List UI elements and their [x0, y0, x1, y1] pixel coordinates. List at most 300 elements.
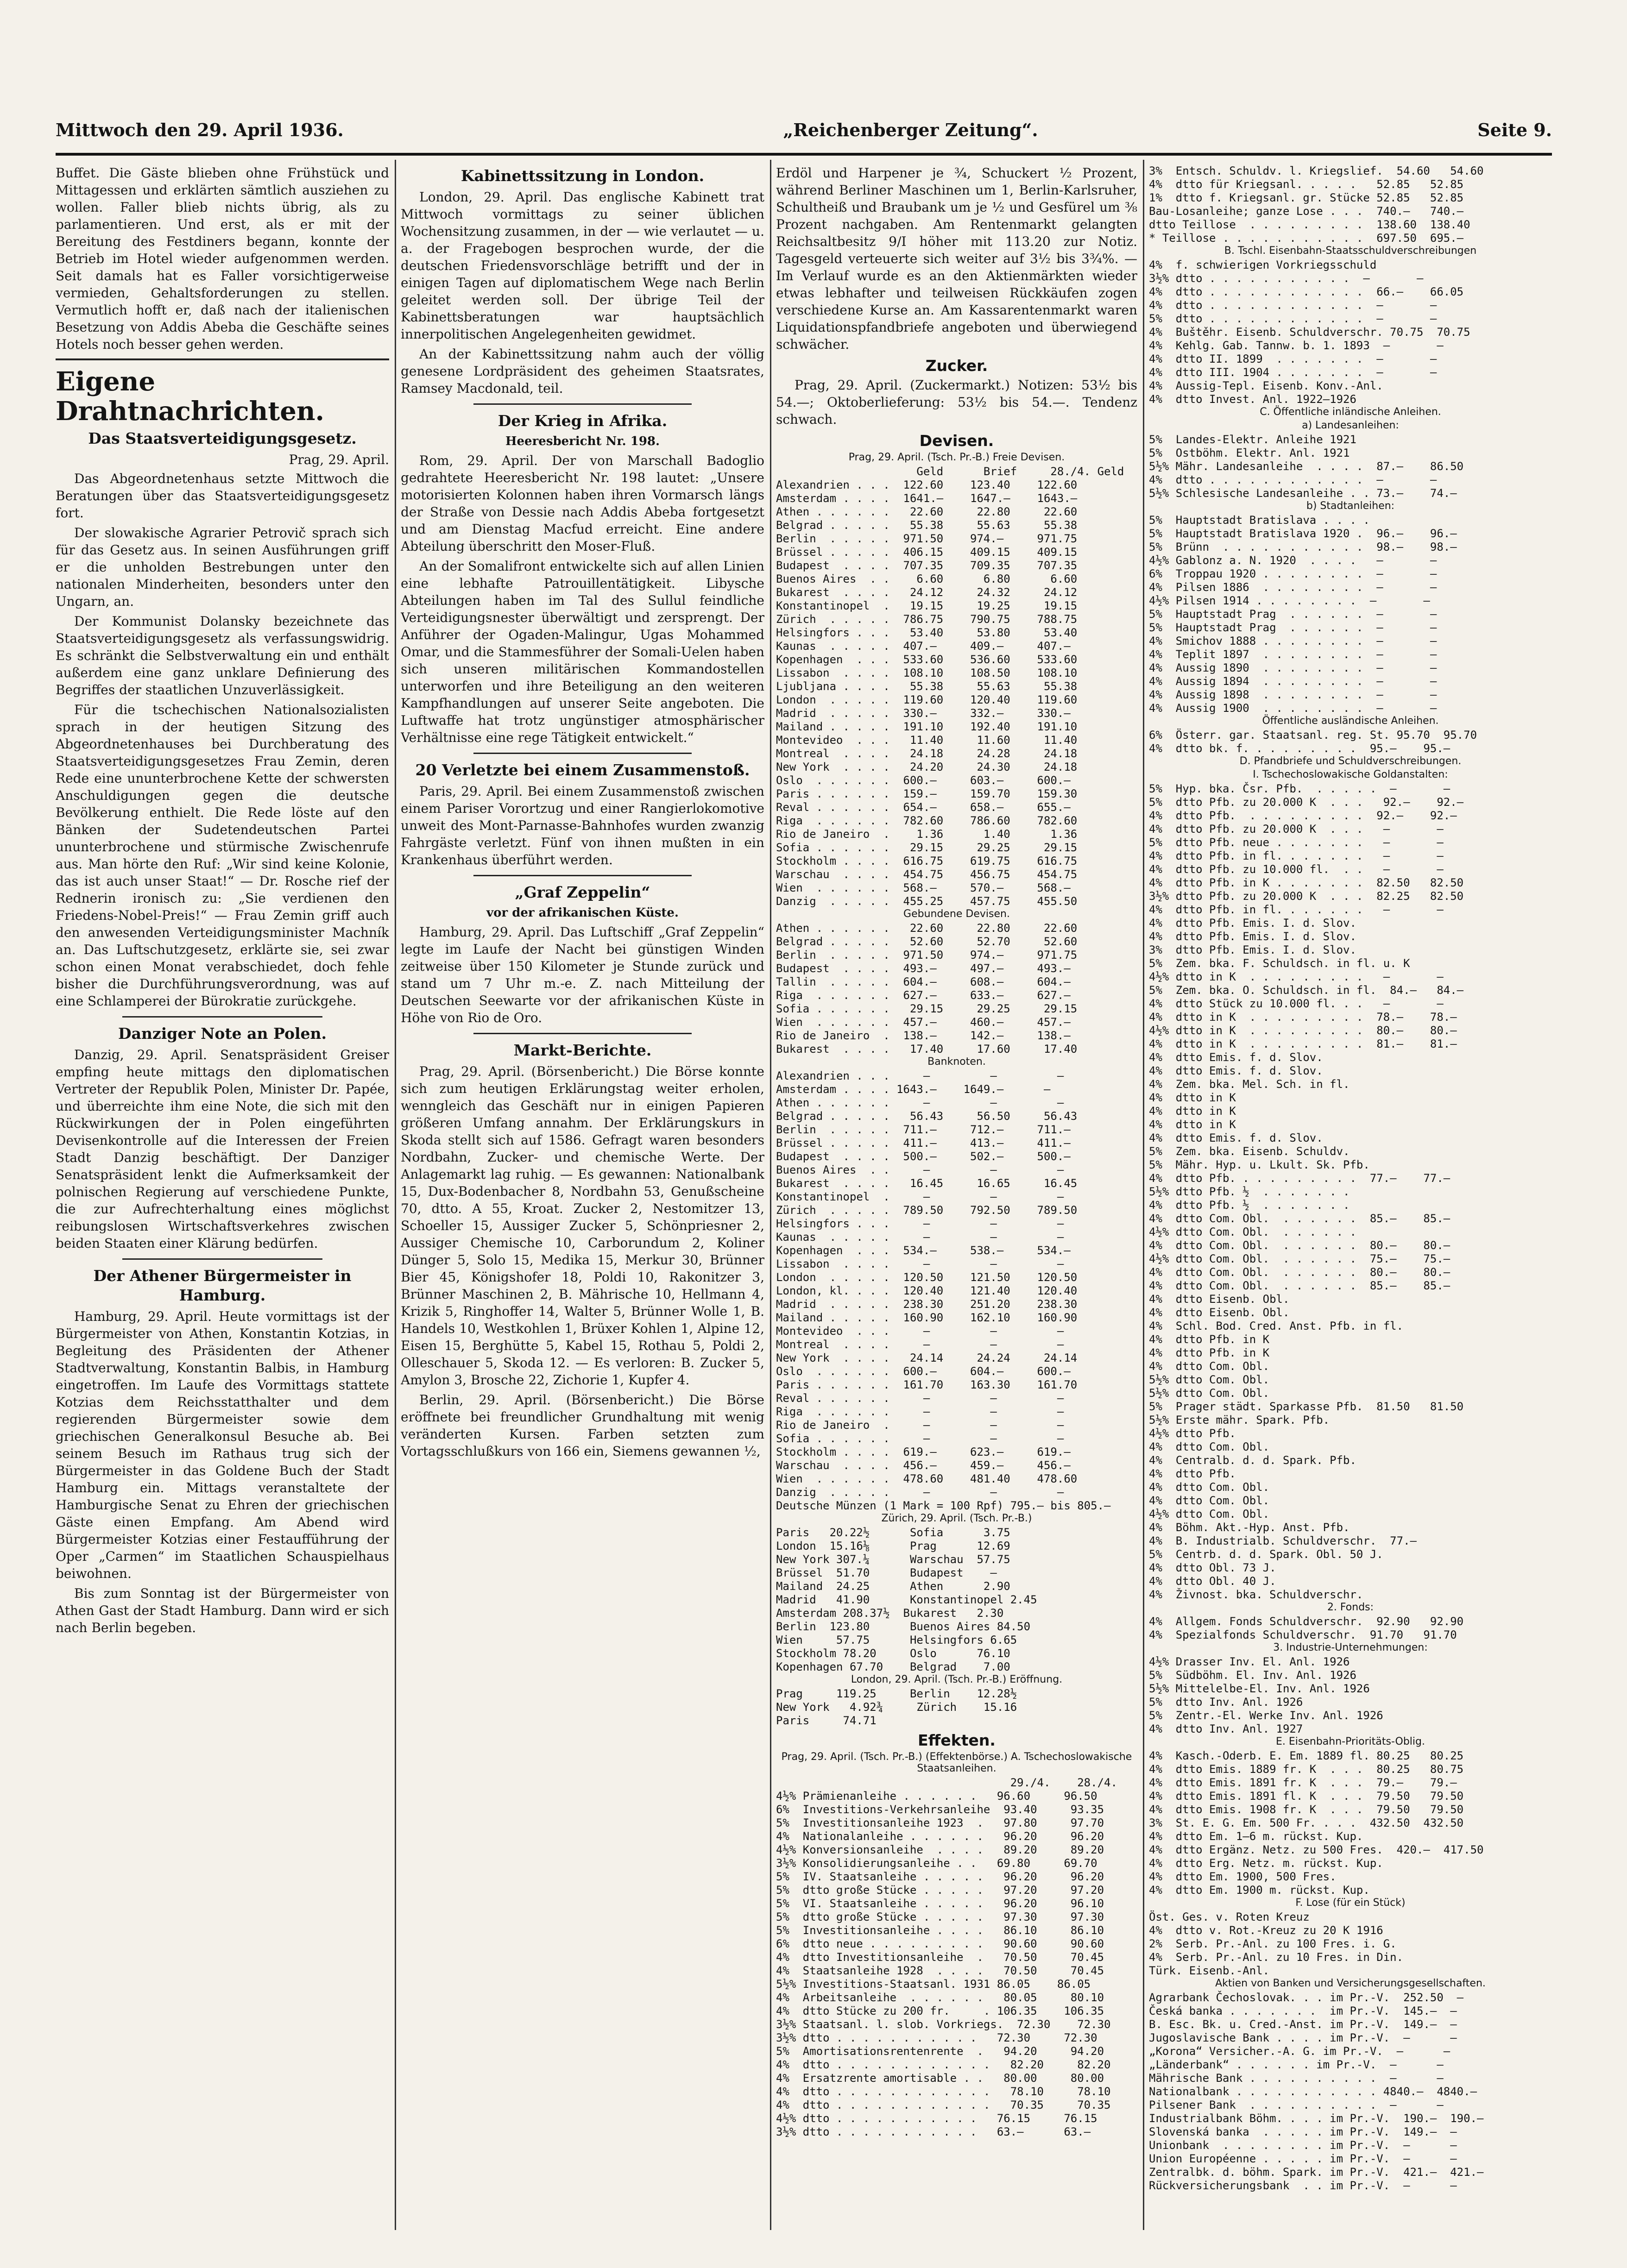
market-subheading: Prag, 29. April. (Tsch. Pr.-B.) Freie Devisen. [848, 452, 1065, 463]
table-row: 6% Österr. gar. Staatsanl. reg. St. 95.70 95.70 [1149, 729, 1477, 741]
table-row: 5% Investitionsanleihe . . . . 86.10 86.10 [776, 1924, 1104, 1937]
table-row: 4% dtto Stück zu 10.000 fl. . . — — [1149, 997, 1444, 1010]
table-row: Amsterdam . . . . 1643.— 1649.— — [776, 1083, 1051, 1096]
table-row: 4% Aussig 1898 . . . . . . . . — — [1149, 688, 1437, 701]
article-paragraph: Für die tschechischen Nationalsozialisten sprach in der heutigen Sitzung des Abgeordnetenhauses bei Durchberatung des Staatsverteidigungsgesetzes Frau Zemin, deren Rede eine ununterbrochene Kette der schwersten Anschuldigungen gegen die deutsche Bevölkerung enthielt. Die Rede löste auf den Bänken der Sudetendeutschen Partei ununterbrochene und stürmische Zwischenrufe aus. Man hörte den Ruf: „Wir sind keine Kolonie, das ist auch unser Staat!“ — Dr. Rosche rief der Rednerin ironisch zu: „Sie verdienen den Friedens-Nobel-Preis!“ — Frau Zemin griff auch den anwesenden Verteidigungsminister Machník an. Das Luftschutzgesetz, erklärte sie, sei zwar schon einen Monat verabschiedet, doch fehle bisher die Durchführungsverordnung, was auf eine Schlamperei der Bürokratie zurückgehe. [56, 702, 389, 1009]
table-row: Kaunas . . . . . — — — [776, 1231, 1064, 1244]
article-title: Der Athener Bürgermeister in Hamburg. [93, 1267, 352, 1304]
table-row: 6% Investitions-Verkehrsanleihe 93.40 93.35 [776, 1803, 1104, 1816]
table-row: 4% Staatsanleihe 1928 . . . . 70.50 70.45 [776, 1964, 1104, 1977]
bond-section-heading: a) Landesanleihen: [1302, 420, 1399, 431]
table-row: 5% Zem. bka. F. Schuldsch. in fl. u. K [1149, 957, 1410, 970]
table-row: London . . . . . 119.60 120.40 119.60 [776, 693, 1078, 706]
market-subheading: Prag, 29. April. (Tsch. Pr.-B.) (Effektenbörse.) A. Tschechoslowakische Staatsanleihen. [781, 1751, 1132, 1774]
table-row: 4% Aussig 1900 . . . . . . . . — — [1149, 702, 1437, 715]
table-row: Berlin . . . . . 971.50 974.— 971.75 [776, 532, 1078, 545]
article-paragraph: Erdöl und Harpener je ¾, Schuckert ½ Prozent, während Berliner Maschinen um 1, Berlin-Karlsruher, Schultheiß und Braubank um je ½ und Gesfürel um ⅜ Prozent nachgaben. Am Rentenmarkt gelangten Reichsaltbesitz 9/I höher mit 113.20 zur Notiz. Tagesgeld verteuerte sich weiter auf 3½ bis 3¾%. — Im Verlauf wurde es an den Aktienmärkten wieder etwas lebhafter und teilweisen Rückkäufen zogen verschiedene Kurse an. Am Kassarentenmarkt waren Liquidationspfandbriefe angeboten und überwiegend schwächer. [776, 165, 1137, 352]
table-row: Wien . . . . . . 478.60 481.40 478.60 [776, 1472, 1078, 1485]
table-row: 4% Teplit 1897 . . . . . . . . — — [1149, 648, 1437, 661]
table-row: Riga . . . . . . 782.60 786.60 782.60 [776, 814, 1078, 827]
table-row: 4½% Drasser Inv. El. Anl. 1926 [1149, 1655, 1350, 1668]
article-paragraph: Rom, 29. April. Der von Marschall Badoglio gedrahtete Heeresbericht Nr. 198 lautet: „Unsere motorisierten Kolonnen haben ihren Vormarsch längs der Straße von Dessie nach Addis Abeba fortgesetzt und am Dienstag Macfud erreicht. Eine andere Abteilung überschritt den Moser-Fluß. [401, 453, 764, 554]
table-row: Mailand . . . . . 160.90 162.10 160.90 [776, 1311, 1078, 1324]
table-row: 4% Aussig-Tepl. Eisenb. Konv.-Anl. [1149, 379, 1383, 392]
table-row: 4½% dtto in K . . . . . . . . . — — [1149, 970, 1444, 983]
table-row: Budapest . . . . 500.— 502.— 500.— [776, 1150, 1071, 1163]
table-row: 5% Brünn . . . . . . . . . . . 98.— 98.— [1149, 540, 1457, 553]
table-row: Wien . . . . . . 457.— 460.— 457.— [776, 1016, 1071, 1029]
table-row: 6% Troppau 1920 . . . . . . . . — — [1149, 567, 1437, 580]
table-row: Slovenská banka . . . . . im Pr.-V. 149.— — [1149, 2125, 1457, 2138]
table-row: Buenos Aires . . 6.60 6.80 6.60 [776, 572, 1078, 585]
table-row: New York 307.¼ Warschau 57.75 [776, 1553, 1010, 1566]
table-row: Konstantinopel . — — — [776, 1190, 1064, 1203]
table-row: 4% B. Industrialb. Schuldverschr. 77.— [1149, 1534, 1417, 1547]
table-row: 5½% Investitions-Staatsanl. 1931 86.05 86.05 [776, 1978, 1091, 1991]
table-row: Reval . . . . . . — — — [776, 1392, 1064, 1405]
table-row: Pilsener Bank . . . . . . . . . . — — [1149, 2098, 1444, 2111]
article-divider [122, 1258, 322, 1260]
table-row: 4% Böhm. Akt.-Hyp. Anst. Pfb. [1149, 1521, 1350, 1534]
column-2 [401, 164, 764, 2230]
table-row: 4% dtto Invest. Anl. 1922—1926 [1149, 393, 1356, 406]
table-row: 4% dtto Obl. 73 J. [1149, 1561, 1276, 1574]
table-row: Zentralbk. d. böhm. Spark. im Pr.-V. 421.— 421.— [1149, 2166, 1484, 2179]
bond-table [1149, 1655, 1552, 1736]
table-row: Rio de Janeiro . 1.36 1.40 1.36 [776, 828, 1078, 841]
bond-section-heading: C. Öffentliche inländische Anleihen. [1260, 406, 1441, 418]
table-row: 4% dtto Pfb. . . . . . . . . . 92.— 92.— [1149, 809, 1457, 822]
table-row: 5½% dtto Com. Obl. [1149, 1387, 1270, 1400]
table-row: Lissabon . . . . 108.10 108.50 108.10 [776, 666, 1078, 679]
table-row: 4% dtto Pfb. ½ . . . . . . . [1149, 1199, 1350, 1212]
table-row: 4% dtto Emis. 1908 fr. K . . . 79.50 79.50 [1149, 1803, 1464, 1816]
article-title: Markt-Berichte. [513, 1041, 652, 1059]
table-row: Montreal . . . . 24.18 24.28 24.18 [776, 747, 1078, 760]
table-row: Jugoslavische Bank . . . . im Pr.-V. — — [1149, 2031, 1457, 2044]
table-row: Wien . . . . . . 568.— 570.— 568.— [776, 881, 1071, 894]
table-row: 4% dtto Com. Obl. . . . . . . 85.— 85.— [1149, 1212, 1450, 1225]
table-row: 4½% dtto in K . . . . . . . . . 80.— 80.— [1149, 1024, 1457, 1037]
table-row: Zürich . . . . . 786.75 790.75 788.75 [776, 613, 1078, 626]
table-row: Montevideo . . . — — — [776, 1325, 1064, 1338]
table-row: 4% dtto Em. 1900 m. rückst. Kup. [1149, 1884, 1370, 1897]
table-row: Nationalbank . . . . . . . . . . . 4840.— 4840.— [1149, 2085, 1477, 2098]
article-title: Der Krieg in Afrika. [498, 412, 668, 430]
masthead-rule [56, 153, 1552, 156]
table-row: 4½% dtto Com. Obl. [1149, 1508, 1270, 1520]
table-row: 5% Zem. bka. O. Schuldsch. in fl. 84.— 84.— [1149, 984, 1464, 997]
table-row: Mailand 24.25 Athen 2.90 [776, 1580, 1010, 1593]
table-row: 4% Kehlg. Gab. Tannw. b. 1. 1893 — — [1149, 339, 1444, 352]
table-row: 4½% dtto . . . . . . . . . . . 76.15 76.15 [776, 2112, 1097, 2125]
table-row: 4% Centralb. d. d. Spark. Pfb. [1149, 1454, 1356, 1467]
article-subtitle: Heeresbericht Nr. 198. [505, 434, 660, 448]
table-row: 4% dtto Em. 1900, 500 Fres. [1149, 1870, 1337, 1883]
table-row: 4% Smichov 1888 . . . . . . . . — — [1149, 635, 1437, 647]
table-row: Alexandrien . . . 122.60 123.40 122.60 [776, 478, 1078, 491]
table-row: 5% Investitionsanleihe 1923 . 97.80 97.70 [776, 1816, 1104, 1829]
table-row: Sofia . . . . . . 29.15 29.25 29.15 [776, 1002, 1078, 1015]
table-row: 4% dtto . . . . . . . . . . . . 78.10 78.10 [776, 2085, 1111, 2098]
table-row: Bukarest . . . . 24.12 24.32 24.12 [776, 586, 1078, 599]
table-row: 4% dtto Com. Obl. . . . . . . 85.— 85.— [1149, 1279, 1450, 1292]
table-row: Budapest . . . . 493.— 497.— 493.— [776, 962, 1071, 975]
table-row: Madrid . . . . . 330.— 332.— 330.— [776, 707, 1071, 720]
table-row: 3½% dtto . . . . . . . . . . . 72.30 72.30 [776, 2031, 1097, 2044]
table-row: Athen . . . . . . — — — [776, 1096, 1064, 1109]
table-row: Montreal . . . . — — — [776, 1338, 1064, 1351]
article-divider [122, 1016, 322, 1018]
table-row: 3½% Staatsanl. l. slob. Vorkriegs. 72.30 72.30 [776, 2018, 1111, 2031]
table-row: Athen . . . . . . 22.60 22.80 22.60 [776, 505, 1078, 518]
table-row: 3% dtto Pfb. Emis. I. d. Slov. [1149, 943, 1356, 956]
table-row: 3½% dtto . . . . . . . . . . . 63.— 63.— [776, 2125, 1091, 2138]
market-subheading: Gebundene Devisen. [903, 908, 1010, 920]
market-heading: Devisen. [919, 432, 994, 450]
table-row: 4% dtto . . . . . . . . . . . . — — [1149, 299, 1437, 312]
column-3 [776, 164, 1137, 2230]
table-row: 5% IV. Staatsanleihe . . . . . 96.20 96.20 [776, 1870, 1104, 1883]
table-row: Belgrad . . . . . 55.38 55.63 55.38 [776, 519, 1078, 532]
table-row: Mährische Bank . . . . . . . . . . — — [1149, 2072, 1444, 2085]
table-row: Alexandrien . . . — — — [776, 1069, 1064, 1082]
table-row: 4% dtto Emis. f. d. Slov. [1149, 1064, 1323, 1077]
table-row: Bau-Losanleihe; ganze Lose . . . 740.— 740.— [1149, 205, 1464, 218]
table-row: 4% dtto Pfb. in K [1149, 1346, 1270, 1359]
table-row: Athen . . . . . . 22.60 22.80 22.60 [776, 922, 1078, 935]
table-row: 4% Pilsen 1886 . . . . . . . . — — [1149, 581, 1437, 594]
article-divider [473, 403, 692, 405]
table-row: 4% Schl. Bod. Cred. Anst. Pfb. in fl. [1149, 1319, 1404, 1332]
table-row: Wien 57.75 Helsingfors 6.65 [776, 1633, 1017, 1646]
table-row: 5% Hauptstadt Bratislava 1920 . 96.— 96.— [1149, 527, 1457, 540]
bond-section-heading: b) Stadtanleihen: [1306, 500, 1395, 512]
article-paragraph: London, 29. April. Das englische Kabinett trat Mittwoch vormittags zu seiner üblichen Wochensitzung zusammen, in der — wie verlautet — u. a. der Fragebogen besprochen wurde, der die deutschen Friedensvorschläge betrifft und der in einigen Tagen auf diplomatischem Wege nach Berlin geleitet werden soll. Der übrige Teil der Kabinettsberatungen war hauptsächlich innerpolitischen Angelegenheiten gewidmet. [401, 189, 764, 342]
masthead-page-number: Seite 9. [1477, 119, 1552, 140]
table-row: 4% dtto in K [1149, 1105, 1236, 1118]
column-1 [56, 164, 389, 2230]
table-row: 4% dtto Pfb. . . . . . . . . . 77.— 77.— [1149, 1172, 1450, 1185]
table-row: Brüssel . . . . . 406.15 409.15 409.15 [776, 546, 1078, 559]
table-row: 3½% Konsolidierungsanleihe . . 69.80 69.70 [776, 1857, 1097, 1870]
table-row: Stockholm . . . . 616.75 619.75 616.75 [776, 854, 1078, 867]
table-row: 4% dtto Com. Obl. [1149, 1494, 1270, 1507]
table-row: Tallin . . . . . 604.— 608.— 604.— [776, 975, 1071, 988]
article-title: Danziger Note an Polen. [118, 1024, 327, 1043]
banknoten-table [776, 1069, 1137, 1499]
article-paragraph: Hamburg, 29. April. Das Luftschiff „Graf Zeppelin“ legte im Laufe der Nacht bei günstigen Winden zeitweise über 150 Kilometer je Stunde zurück und stand um 7 Uhr m.-e. Z. nach Mitteilung der Deutschen Seewarte vor der afrikanischen Küste in Höhe von Rio de Oro. [401, 924, 764, 1025]
table-row: 4% dtto Pfb. zu 20.000 K . . . — — [1149, 823, 1444, 836]
table-row: Oslo . . . . . . 600.— 603.— 600.— [776, 774, 1071, 787]
table-row: London, kl. . . . 120.40 121.40 120.40 [776, 1284, 1078, 1297]
table-row: 4% dtto Inv. Anl. 1927 [1149, 1722, 1303, 1735]
table-row: 4% dtto Pfb. Emis. I. d. Slov. [1149, 930, 1356, 943]
table-row: Konstantinopel . 19.15 19.25 19.15 [776, 599, 1078, 612]
table-row: 4% dtto Pfb. zu 10.000 fl. . . — — [1149, 863, 1444, 876]
table-row: Warschau . . . . 456.— 459.— 456.— [776, 1459, 1071, 1472]
table-row: 4% dtto für Kriegsanl. . . . . 52.85 52.85 [1149, 178, 1464, 191]
table-row: Ljubljana . . . . 55.38 55.63 55.38 [776, 680, 1078, 693]
table-row: 4% dtto Com. Obl. [1149, 1440, 1270, 1453]
article-title: Kabinettssitzung in London. [460, 167, 705, 185]
table-row: Reval . . . . . . 654.— 658.— 655.— [776, 801, 1071, 814]
table-row: 5% Hauptstadt Prag . . . . . . — — [1149, 608, 1437, 621]
table-row: 4% dtto Pfb. Emis. I. d. Slov. [1149, 917, 1356, 930]
table-row: 5% Südböhm. El. Inv. Anl. 1926 [1149, 1669, 1356, 1682]
table-row: Oslo . . . . . . 600.— 604.— 600.— [776, 1365, 1071, 1378]
article-paragraph: Berlin, 29. April. (Börsenbericht.) Die Börse eröffnete bei freundlicher Grundhaltung mit wenig veränderten Kursen. Farben setzten zum Vortagsschlußkurs von 166 ein, Siemens gewannen ½, [401, 1392, 764, 1459]
table-row: Madrid . . . . . 238.30 251.20 238.30 [776, 1298, 1078, 1311]
table-row: 5½% dtto Com. Obl. [1149, 1373, 1270, 1386]
table-row: 5½% Mähr. Landesanleihe . . . . 87.— 86.50 [1149, 460, 1464, 473]
market-table-header: 29./4. 28./4. [776, 1776, 1117, 1789]
table-row: 4% dtto II. 1899 . . . . . . . — — [1149, 352, 1437, 365]
masthead [56, 111, 1552, 148]
table-row: 4% Allgem. Fonds Schuldverschr. 92.90 92.90 [1149, 1615, 1464, 1628]
article-divider [473, 1033, 692, 1034]
bond-section-heading: F. Lose (für ein Stück) [1295, 1897, 1406, 1909]
table-row: 5% Hyp. bka. Čsr. Pfb. . . . . . — — [1149, 782, 1450, 795]
table-row: 4% Aussig 1890 . . . . . . . . — — [1149, 661, 1437, 674]
table-row: Mailand . . . . . 191.10 192.40 191.10 [776, 720, 1078, 733]
table-row: 4% Serb. Pr.-Anl. zu 10 Fres. in Din. [1149, 1951, 1404, 1964]
table-row: 4% Zem. bka. Mel. Sch. in fl. [1149, 1078, 1350, 1091]
table-row: 4% dtto . . . . . . . . . . . . 66.— 66.05 [1149, 285, 1464, 298]
table-row: 4% dtto Stücke zu 200 fr. . 106.35 106.35 [776, 2004, 1104, 2017]
market-heading: Zucker. [925, 357, 988, 375]
table-row: Madrid 41.90 Konstantinopel 2.45 [776, 1593, 1037, 1606]
section-divider [56, 358, 389, 360]
table-row: 5% Ostböhm. Elektr. Anl. 1921 [1149, 446, 1350, 459]
masthead-title: „Reichenberger Zeitung“. [783, 119, 1038, 140]
bond-section-heading: I. Tschechoslowakische Goldanstalten: [1253, 769, 1448, 780]
table-row: 6% dtto neue . . . . . . . . . 90.60 90.60 [776, 1937, 1104, 1950]
masthead-date: Mittwoch den 29. April 1936. [56, 119, 344, 140]
devisen-table [776, 478, 1137, 908]
table-row: Paris 20.22½ Sofia 3.75 [776, 1526, 1010, 1539]
table-row: Lissabon . . . . — — — [776, 1257, 1064, 1270]
article-title: „Graf Zeppelin“ [515, 883, 650, 901]
table-row: 5% dtto Pfb. neue . . . . . . . — — [1149, 836, 1444, 849]
table-row: 4½% dtto Pfb. [1149, 1427, 1236, 1440]
effekten-table [776, 1790, 1137, 2139]
bond-section-heading: D. Pfandbriefe und Schuldverschreibungen. [1239, 755, 1462, 767]
market-heading: Effekten. [918, 1731, 996, 1749]
table-row: Kopenhagen . . . 533.60 536.60 533.60 [776, 653, 1078, 666]
market-subheading: Banknoten. [927, 1056, 986, 1068]
table-row: London . . . . . 120.50 121.50 120.50 [776, 1271, 1078, 1284]
market-subheading: Zürich, 29. April. (Tsch. Pr.-B.) [881, 1513, 1032, 1524]
table-row: Brüssel 51.70 Budapest — [776, 1566, 997, 1579]
table-row: 4% dtto Erg. Netz. m. rückst. Kup. [1149, 1857, 1383, 1870]
article-paragraph: Paris, 29. April. Bei einem Zusammenstoß zwischen einem Pariser Vorortzug und einer Rangierlokomotive unweit des Mont-Parnasse-Bahnhofes wurden zwanzig Fahrgäste verletzt. Fünf von ihnen mußten in ein Krankenhaus überführt werden. [401, 784, 764, 867]
article-title: 20 Verletzte bei einem Zusammenstoß. [415, 761, 750, 779]
bond-section-heading: Öffentliche ausländische Anleihen. [1262, 715, 1439, 727]
table-row: 5½% Schlesische Landesanleihe . . 73.— 74.— [1149, 487, 1457, 500]
bond-section-heading: Aktien von Banken und Versicherungsgesellschaften. [1215, 1978, 1486, 1989]
article-paragraph: Der Kommunist Dolansky bezeichnete das Staatsverteidigungsgesetz als verfassungswidrig. Es schränkt die Selbstverwaltung ein und enthält außerdem eine ganz unklare Definierung des Begriffes der staatlichen Unzuverlässigkeit. [56, 614, 389, 697]
column-rule [1143, 160, 1144, 2230]
gebundene-devisen-table [776, 922, 1137, 1056]
table-row: 5% dtto große Stücke . . . . . 97.20 97.20 [776, 1884, 1104, 1897]
bond-table [1149, 1615, 1552, 1642]
table-row: Paris . . . . . . 159.— 159.70 159.30 [776, 787, 1078, 800]
table-row: Buenos Aires . . — — — [776, 1163, 1064, 1176]
table-row: Budapest . . . . 707.35 709.35 707.35 [776, 559, 1078, 572]
table-row: Unionbank . . . . . . . . im Pr.-V. — — [1149, 2139, 1457, 2152]
table-row: Industrialbank Böhm. . . . im Pr.-V. 190.— 190.— [1149, 2112, 1484, 2125]
table-row: 4% dtto Com. Obl. [1149, 1360, 1270, 1373]
table-row: Amsterdam 208.37½ Bukarest 2.30 [776, 1607, 1004, 1620]
table-row: 4% dtto Pfb. in K . . . . . . . 82.50 82.50 [1149, 876, 1464, 889]
table-row: 4% dtto Emis. 1889 fr. K . . . 80.25 80.75 [1149, 1763, 1464, 1776]
article-paragraph: Prag, 29. April. (Zuckermarkt.) Notizen: 53½ bis 54.—; Oktoberlieferung: 53½ bis 54.—. Tendenz schwach. [776, 377, 1137, 427]
table-row: 4% dtto Com. Obl. [1149, 1481, 1270, 1494]
table-row: Stockholm 78.20 Oslo 76.10 [776, 1647, 1010, 1660]
table-row: 3½% dtto Pfb. zu 20.000 K . . . 82.25 82.50 [1149, 890, 1464, 903]
table-row: 4% dtto Emis. 1891 fr. K . . . 79.— 79.— [1149, 1776, 1457, 1789]
table-row: 1% dtto f. Kriegsanl. gr. Stücke 52.85 52.85 [1149, 191, 1464, 204]
table-row: 3% St. E. G. Em. 500 Fr. . . . 432.50 432.50 [1149, 1816, 1464, 1829]
article-paragraph: Prag, 29. April. (Börsenbericht.) Die Börse konnte sich zum heutigen Erklärungstag weiter erholen, wenngleich das Geschäft nur in einigen Papieren größeren Umfang annahm. Der Erklärungskurs in Skoda stellt sich auf 1586. Gefragt waren besonders Nordbahn, Zucker- und chemische Werte. Der Anlagemarkt lag ruhig. — Es gewannen: Nationalbank 15, Dux-Bodenbacher 8, Nordbahn 53, Genußscheine 70, dtto. A 55, Kroat. Zucker 2, Nestomitzer 13, Schoeller 15, Aussiger Zucker 5, Schönpriesner 2, Aussiger Chemische 10, Carborundum 2, Koliner Dünger 5, Solo 15, Medika 15, Merkur 30, Brünner Bier 45, Königshofer 18, Poldi 10, Rakonitzer 3, Brünner Maschinen 2, B. Mährische 10, Hellmann 4, Krizik 5, Ringhoffer 14, Walter 5, Brünner Wolle 1, B. Handels 10, Westkohlen 1, Brüxer Kohlen 1, Alpine 12, Eisen 15, Berghütte 5, Kabel 15, Rothau 5, Poldi 2, Olleschauer 5, Skoda 12. — Es verloren: B. Zucker 5, Amylon 3, Brosche 22, Zichorie 1, Kupfer 4. [401, 1064, 764, 1388]
article-paragraph: An der Somalifront entwickelte sich auf allen Linien eine lebhafte Patrouillentätigkeit. Libysche Abteilungen haben im Tal des Sullul feindliche Verteidigungsnester überwältigt und zersprengt. Der Anführer der Ogaden-Malingur, Ugas Mohammed Omar, und die Stammesführer der Somali-Uelen haben sich unseren militärischen Kommandostellen unterworfen und ihre Beteiligung an den weiteren Kampfhandlungen auf unserer Seite angeboten. Die Luftwaffe hat trotz ungünstiger atmosphärischer Verhältnisse eine rege Tätigkeit entwickelt.“ [401, 559, 764, 745]
table-row: 4% dtto Pfb. in fl. . . . . . . — — [1149, 903, 1444, 916]
table-row: 5½% Mittelelbe-El. Inv. Anl. 1926 [1149, 1682, 1370, 1695]
table-row: Rio de Janeiro . 138.— 142.— 138.— [776, 1029, 1071, 1042]
table-row: Amsterdam . . . . 1641.— 1647.— 1643.— [776, 492, 1078, 505]
bond-table [1149, 514, 1552, 715]
table-row: 5% Landes-Elektr. Anleihe 1921 [1149, 433, 1356, 446]
table-row: 4½% Prämienanleihe . . . . . . 96.60 96.50 [776, 1790, 1097, 1803]
table-row: 5% Prager städt. Sparkasse Pfb. 81.50 81.50 [1149, 1400, 1464, 1413]
article-divider [473, 875, 692, 876]
table-row: 5% Zem. bka. Eisenb. Schuldv. [1149, 1145, 1350, 1158]
table-row: 5% dtto Inv. Anl. 1926 [1149, 1696, 1303, 1709]
bond-table [1149, 782, 1552, 1602]
table-row: Kopenhagen 67.70 Belgrad 7.00 [776, 1660, 1010, 1673]
article-paragraph: Der slowakische Agrarier Petrovič sprach sich für das Gesetz aus. In seinen Ausführungen griff er die unholden Bestrebungen unter den nationalen Minderheiten, besonders unter den Ungarn, an. [56, 525, 389, 609]
table-row: 4% dtto Com. Obl. . . . . . . 80.— 80.— [1149, 1239, 1450, 1252]
table-row: Kaunas . . . . . 407.— 409.— 407.— [776, 640, 1071, 653]
table-row: 3½% dtto . . . . . . . . . . . — — [1149, 272, 1424, 285]
table-row: 5% dtto . . . . . . . . . . . . — — [1149, 312, 1437, 325]
bond-section-heading: E. Eisenbahn-Prioritäts-Oblig. [1276, 1736, 1425, 1747]
table-row: Berlin . . . . . 971.50 974.— 971.75 [776, 949, 1078, 961]
table-row: 4% dtto v. Rot.-Kreuz zu 20 K 1916 [1149, 1924, 1383, 1937]
table-row: 4% Aussig 1894 . . . . . . . . — — [1149, 675, 1437, 688]
column-rule [770, 160, 771, 2230]
table-row: 5% dtto Pfb. zu 20.000 K . . . 92.— 92.— [1149, 796, 1464, 809]
table-row: Paris . . . . . . 161.70 163.30 161.70 [776, 1378, 1078, 1391]
table-row: 5% Hauptstadt Prag . . . . . . — — [1149, 621, 1437, 634]
table-row: Česká banka . . . . . . . im Pr.-V. 145.— — [1149, 2004, 1457, 2017]
table-row: 4% dtto in K . . . . . . . . . 78.— 78.— [1149, 1011, 1457, 1024]
table-row: 4% Kasch.-Oderb. E. Em. 1889 fl. 80.25 80.25 [1149, 1749, 1464, 1762]
table-row: 4% dtto in K [1149, 1118, 1236, 1131]
table-row: Sofia . . . . . . — — — [776, 1432, 1064, 1445]
table-row: * Teillose . . . . . . . . . . . 697.50 695.— [1149, 232, 1464, 245]
bond-table [1149, 729, 1552, 755]
table-row: 4% dtto Emis. 1891 fl. K . . . 79.50 79.50 [1149, 1790, 1464, 1803]
table-row: Riga . . . . . . — — — [776, 1405, 1064, 1418]
table-row: Stockholm . . . . 619.— 623.— 619.— [776, 1445, 1071, 1458]
article-paragraph: Bis zum Sonntag ist der Bürgermeister von Athen Gast der Stadt Hamburg. Dann wird er sich nach Berlin begeben. [56, 1586, 389, 1635]
table-row: Brüssel . . . . . 411.— 413.— 411.— [776, 1137, 1071, 1150]
article-paragraph: An der Kabinettssitzung nahm auch der völlig genesene Lordpräsident des geheimen Staatsrates, Ramsey Macdonald, teil. [401, 346, 764, 396]
article-paragraph: Das Abgeordnetenhaus setzte Mittwoch die Beratungen über das Staatsverteidigungsgesetz fort. [56, 471, 389, 521]
table-row: 5% Amortisationsrentenrente . 94.20 94.20 [776, 2045, 1104, 2058]
table-row: 4% dtto Investitionsanleihe . 70.50 70.45 [776, 1951, 1104, 1964]
table-row: 4% dtto Ergänz. Netz. zu 500 Fres. 420.— 417.50 [1149, 1843, 1484, 1856]
table-row: Öst. Ges. v. Roten Kreuz [1149, 1910, 1310, 1923]
table-row: Bukarest . . . . 16.45 16.65 16.45 [776, 1177, 1078, 1190]
table-row: Agrarbank Čechoslovak. . . im Pr.-V. 252.50 — [1149, 1991, 1464, 2004]
table-row: 3% Entsch. Schuldv. l. Kriegslief. 54.60 54.60 [1149, 164, 1484, 177]
column-rule [395, 160, 396, 2230]
table-row: Helsingfors . . . — — — [776, 1217, 1064, 1230]
table-row: 5% dtto große Stücke . . . . . 97.30 97.30 [776, 1910, 1104, 1923]
table-row: Warschau . . . . 454.75 456.75 454.75 [776, 868, 1078, 881]
table-row: Paris 74.71 [776, 1714, 877, 1727]
bond-table [1149, 1749, 1552, 1897]
table-row: Prag 119.25 Berlin 12.28½ [776, 1687, 1017, 1700]
table-row: 5% Centrb. d. d. Spark. Obl. 50 J. [1149, 1548, 1383, 1561]
table-row: 4½% Konversionsanleihe . . . . 89.20 89.20 [776, 1843, 1104, 1856]
bond-table [1149, 433, 1552, 500]
market-subheading: London, 29. April. (Tsch. Pr.-B.) Eröffnung. [851, 1674, 1063, 1685]
market-note: Deutsche Münzen (1 Mark = 100 Rpf) 795.— bis 805.— [776, 1499, 1111, 1512]
table-row: 4% dtto Obl. 40 J. [1149, 1575, 1276, 1588]
table-row: 4% dtto in K . . . . . . . . . 81.— 81.— [1149, 1037, 1457, 1050]
table-row: 4% Spezialfonds Schuldverschr. 91.70 91.70 [1149, 1628, 1457, 1641]
table-row: Zürich . . . . . 789.50 792.50 789.50 [776, 1204, 1078, 1217]
table-row: 4% f. schwierigen Vorkriegsschuld [1149, 258, 1377, 271]
table-row: Sofia . . . . . . 29.15 29.25 29.15 [776, 841, 1078, 854]
bond-table [1149, 164, 1552, 245]
table-row: Belgrad . . . . . 56.43 56.50 56.43 [776, 1110, 1078, 1123]
table-row: „Länderbank“ . . . . . . im Pr.-V. — — [1149, 2058, 1444, 2071]
table-row: 4% dtto Em. 1—6 m. rückst. Kup. [1149, 1830, 1363, 1843]
table-row: New York 4.92¾ Zürich 15.16 [776, 1701, 1017, 1714]
article-dateline: Prag, 29. April. [289, 452, 389, 467]
table-row: New York . . . . 24.20 24.30 24.18 [776, 760, 1078, 773]
column-4 [1149, 164, 1552, 2230]
bond-table [1149, 258, 1552, 406]
table-row: Danzig . . . . . — — — [776, 1486, 1064, 1499]
table-row: 4% Ersatzrente amortisable . . 80.00 80.00 [776, 2072, 1104, 2085]
table-row: 4% dtto . . . . . . . . . . . . 70.35 70.35 [776, 2098, 1111, 2111]
table-row: 4% dtto Pfb. in fl. . . . . . . — — [1149, 849, 1444, 862]
table-row: 4% Živnost. bka. Schuldverschr. [1149, 1588, 1363, 1601]
table-row: London 15.16⅛ Prag 12.69 [776, 1539, 1010, 1552]
table-row: 4% dtto Com. Obl. . . . . . . 80.— 80.— [1149, 1266, 1450, 1279]
table-row: Kopenhagen . . . 534.— 538.— 534.— [776, 1244, 1071, 1257]
table-row: 4% dtto . . . . . . . . . . . . — — [1149, 473, 1437, 486]
table-row: Belgrad . . . . . 52.60 52.70 52.60 [776, 935, 1078, 948]
article-title: Das Staatsverteidigungsgesetz. [88, 429, 357, 447]
table-row: 5½% dtto Pfb. ½ . . . . . . . [1149, 1185, 1350, 1198]
table-row: dtto Teillose . . . . . . . . . 138.60 138.40 [1149, 218, 1470, 231]
table-row: 4% dtto bk. f. . . . . . . . . 95.— 95.— [1149, 742, 1450, 755]
table-row: Riga . . . . . . 627.— 633.— 627.— [776, 989, 1071, 1002]
table-row: 4% dtto in K [1149, 1091, 1236, 1104]
article-divider [473, 753, 692, 754]
table-row: Rio de Janeiro . — — — [776, 1419, 1064, 1432]
table-row: 4% Arbeitsanleihe . . . . . . 80.05 80.10 [776, 1991, 1104, 2004]
table-row: B. Esc. Bk. u. Cred.-Anst. im Pr.-V. 149.— — [1149, 2018, 1457, 2031]
table-row: 4% dtto Emis. f. d. Slov. [1149, 1131, 1323, 1144]
